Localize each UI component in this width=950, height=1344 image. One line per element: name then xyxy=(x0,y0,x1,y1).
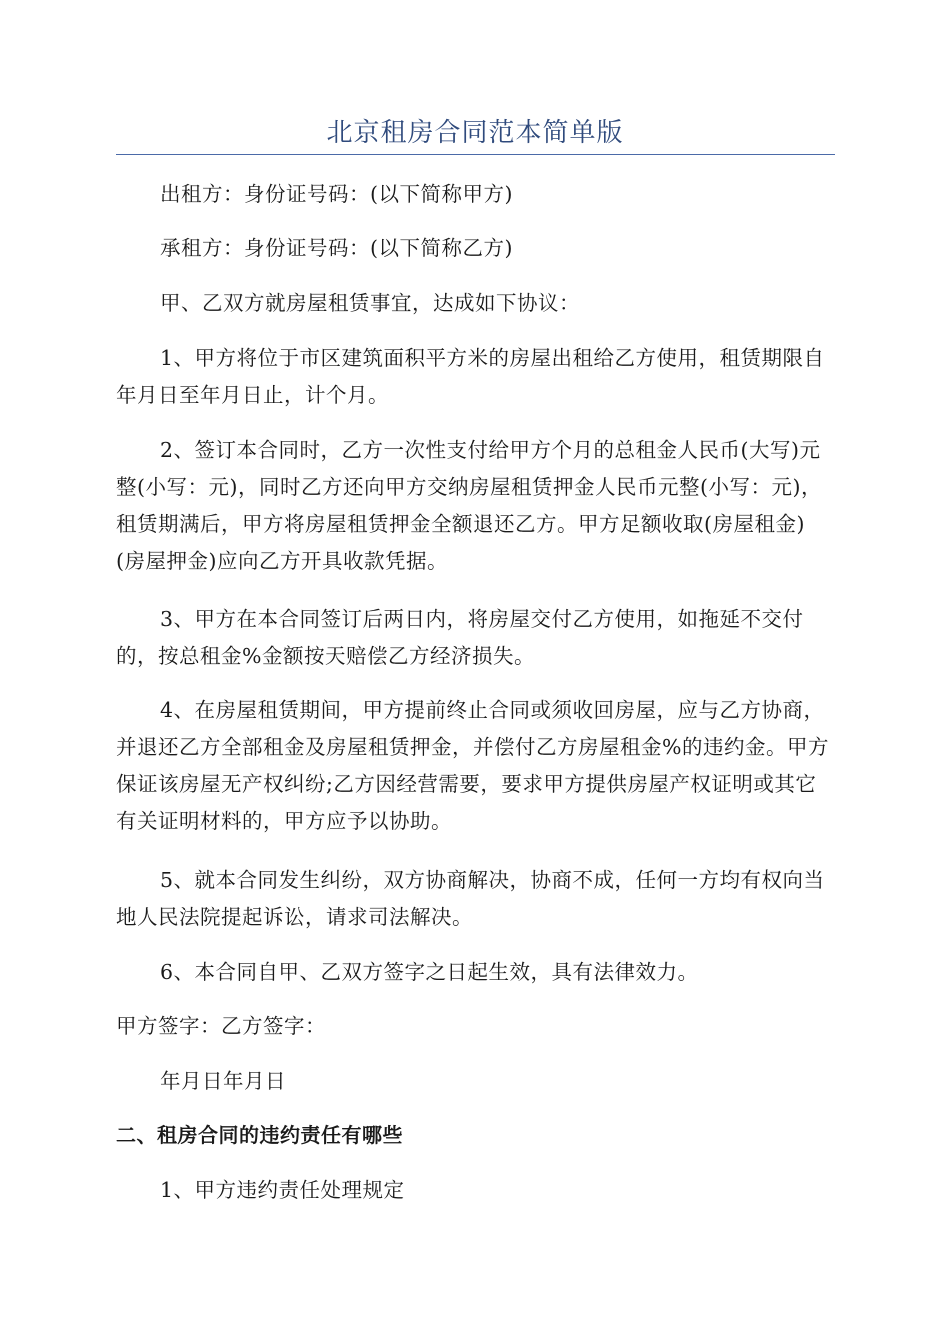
section-item: 1、甲方违约责任处理规定 xyxy=(160,1178,405,1202)
clause-1: 1、甲方将位于市区建筑面积平方米的房屋出租给乙方使用，租赁期限自年月日至年月日止，计个月。 xyxy=(116,346,825,407)
section-heading: 二、租房合同的违约责任有哪些 xyxy=(116,1123,403,1147)
date-line: 年月日年月日 xyxy=(160,1069,286,1093)
agreement-intro: 甲、乙双方就房屋租赁事宜，达成如下协议： xyxy=(160,291,580,315)
signature-line: 甲方签字：乙方签字： xyxy=(116,1014,326,1038)
lessor-line: 出租方：身份证号码：(以下简称甲方) xyxy=(160,182,513,206)
clause-5: 5、就本合同发生纠纷，双方协商解决，协商不成，任何一方均有权向当地人民法院提起诉讼，请求司法解决。 xyxy=(116,868,825,929)
title-underline xyxy=(116,154,835,155)
document-title: 北京租房合同范本简单版 xyxy=(326,118,624,148)
clause-2: 2、签订本合同时，乙方一次性支付给甲方个月的总租金人民币(大写)元整(小写：元)，同时乙方还向甲方交纳房屋租赁押金人民币元整(小写：元)，租赁期满后，甲方将房屋租赁押金全额退还乙方。甲方足额收取(房屋租金)(房屋押金)应向乙方开具收款凭据。 xyxy=(116,438,822,573)
clause-4: 4、在房屋租赁期间，甲方提前终止合同或须收回房屋，应与乙方协商，并退还乙方全部租金及房屋租赁押金，并偿付乙方房屋租金%的违约金。甲方保证该房屋无产权纠纷;乙方因经营需要，要求甲方提供房屋产权证明或其它有关证明材料的，甲方应予以协助。 xyxy=(116,698,829,833)
lessee-line: 承租方：身份证号码：(以下简称乙方) xyxy=(160,236,513,260)
clause-6: 6、本合同自甲、乙双方签字之日起生效，具有法律效力。 xyxy=(160,960,699,984)
clause-3: 3、甲方在本合同签订后两日内，将房屋交付乙方使用，如拖延不交付的，按总租金%金额按天赔偿乙方经济损失。 xyxy=(116,607,804,668)
